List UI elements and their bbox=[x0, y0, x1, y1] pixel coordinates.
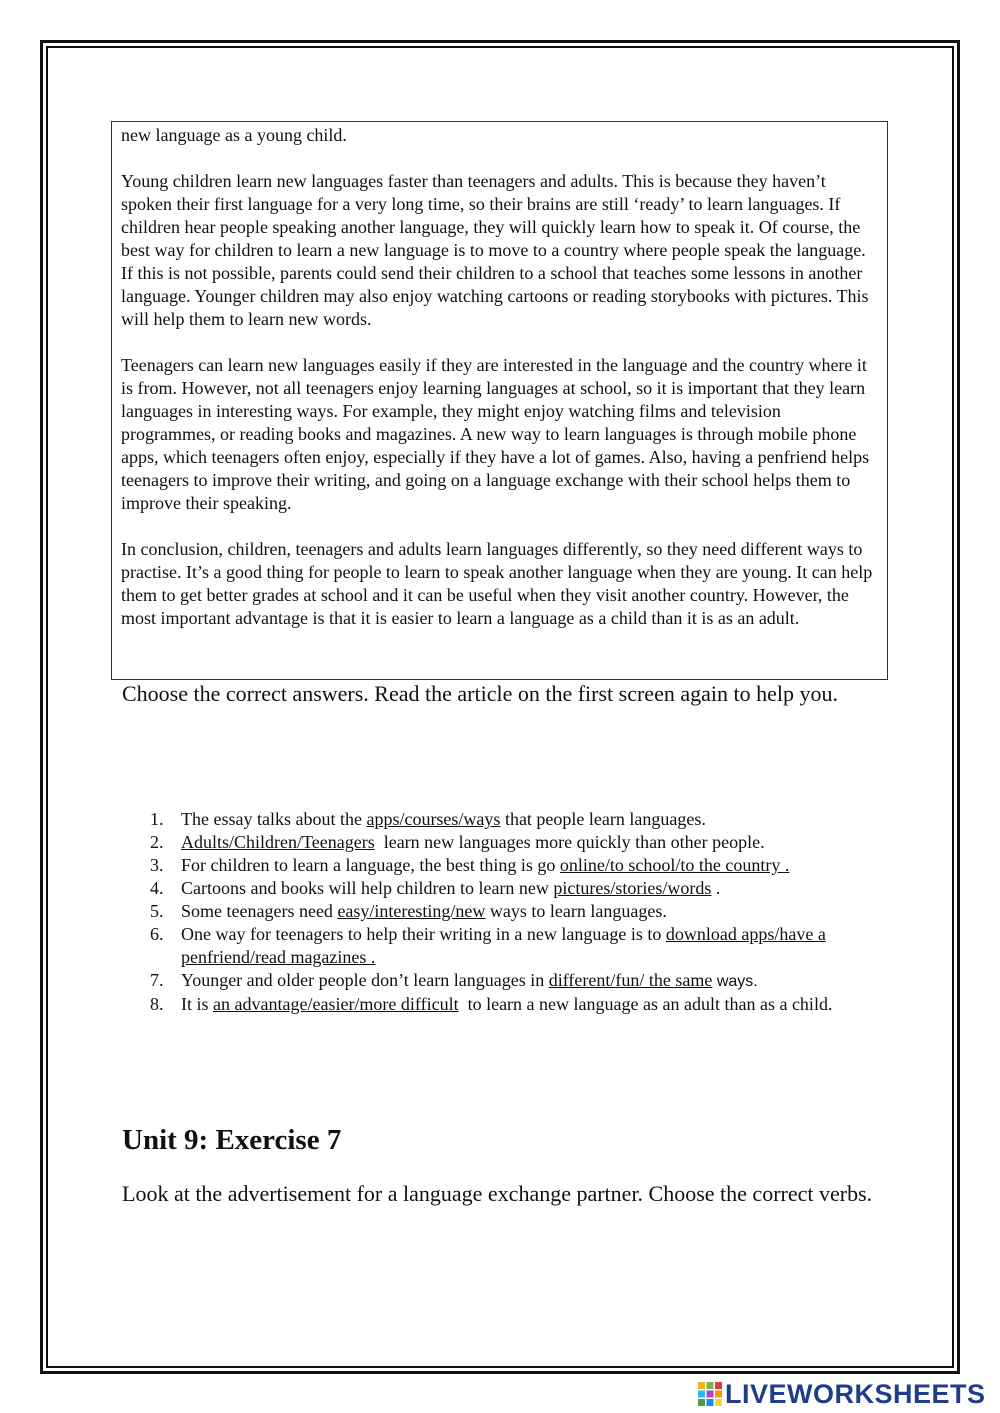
question-item bbox=[150, 923, 880, 969]
answer-options[interactable]: different/fun/ the same bbox=[548, 970, 713, 990]
question-number: 1. bbox=[150, 809, 164, 829]
answer-options[interactable]: an advantage/easier/more difficult bbox=[213, 994, 459, 1014]
question-text-before: One way for teenagers to help their writing in a new language is to bbox=[181, 924, 666, 944]
article-text-box bbox=[111, 121, 888, 680]
question-number: 5. bbox=[150, 901, 164, 921]
question-text-before: Some teenagers need bbox=[181, 901, 338, 921]
question-text-after: ways to learn languages. bbox=[485, 901, 667, 921]
question-text-after: to learn a new language as an adult than as a child. bbox=[458, 994, 833, 1014]
question-list bbox=[150, 808, 880, 1016]
answer-options[interactable]: pictures/stories/words bbox=[553, 878, 712, 898]
exercise-instructions: Choose the correct answers. Read the article on the first screen again to help you. bbox=[122, 681, 838, 706]
unit-heading: Unit 9: Exercise 7 bbox=[122, 1124, 342, 1156]
answer-options[interactable]: Adults/Children/Teenagers bbox=[181, 832, 375, 852]
question-item bbox=[150, 969, 880, 993]
article-paragraph: Young children learn new languages faster than teenagers and adults. This is because they haven’t spoken their first language for a very long time, so their brains are still ‘ready’ to learn languages. If children hear people speaking another language, they will quickly learn how to speak it. Of course, the best way for children to learn a new language is to move to a country where people speak the language. If this is not possible, parents could send their children to a school that teaches some lessons in another language. Younger children may also enjoy watching cartoons or reading storybooks with pictures. This will help them to learn new words. bbox=[121, 171, 869, 329]
exercise-description: Look at the advertisement for a language exchange partner. Choose the correct verbs. bbox=[122, 1181, 873, 1206]
question-text-after: . bbox=[711, 878, 721, 898]
question-text-after: that people learn languages. bbox=[500, 809, 706, 829]
article-paragraph: Teenagers can learn new languages easily if they are interested in the language and the country where it is from. However, not all teenagers enjoy learning languages at school, so it is important that they learn languages in interesting ways. For example, they might enjoy watching films and television programmes, or reading books and magazines. A new way to learn languages is through mobile phone apps, which teenagers often enjoy, especially if they have a lot of games. Also, having a penfriend helps teenagers to improve their writing, and going on a language exchange with their school helps them to improve their speaking. bbox=[121, 355, 870, 513]
question-text-after: ways. bbox=[712, 973, 758, 990]
liveworksheets-logo-icon bbox=[698, 1382, 722, 1406]
question-text-before: Younger and older people don’t learn languages in bbox=[181, 970, 549, 990]
question-number: 3. bbox=[150, 855, 164, 875]
question-item bbox=[150, 900, 880, 923]
article-paragraph: new language as a young child. bbox=[121, 125, 347, 145]
question-text-before: Cartoons and books will help children to learn new bbox=[181, 878, 554, 898]
question-item bbox=[150, 877, 880, 900]
question-number: 6. bbox=[150, 924, 164, 944]
question-number: 8. bbox=[150, 994, 164, 1014]
question-number: 7. bbox=[150, 970, 164, 990]
answer-options[interactable]: easy/interesting/new bbox=[337, 901, 486, 921]
question-text-after: learn new languages more quickly than other people. bbox=[374, 832, 765, 852]
question-number: 4. bbox=[150, 878, 164, 898]
question-number: 2. bbox=[150, 832, 164, 852]
answer-options[interactable]: apps/courses/ways bbox=[366, 809, 501, 829]
question-item bbox=[150, 993, 880, 1016]
question-item bbox=[150, 831, 880, 854]
question-text-before: It is bbox=[181, 994, 214, 1014]
question-text-before: For children to learn a language, the best thing is go bbox=[181, 855, 560, 875]
question-item bbox=[150, 808, 880, 831]
answer-options[interactable]: download apps/have a penfriend/read magazines . bbox=[181, 924, 826, 967]
liveworksheets-brand[interactable] bbox=[698, 1379, 986, 1409]
article-paragraph: In conclusion, children, teenagers and adults learn languages differently, so they need different ways to practise. It’s a good thing for people to learn to speak another language when they are young. It can help them to get better grades at school and it can be useful when they visit another country. However, the most important advantage is that it is easier to learn a language as a child than it is as an adult. bbox=[121, 539, 873, 628]
question-item bbox=[150, 854, 880, 877]
liveworksheets-wordmark: LIVEWORKSHEETS bbox=[725, 1378, 986, 1409]
answer-options[interactable]: online/to school/to the country . bbox=[559, 855, 790, 875]
question-text-before: The essay talks about the bbox=[181, 809, 367, 829]
